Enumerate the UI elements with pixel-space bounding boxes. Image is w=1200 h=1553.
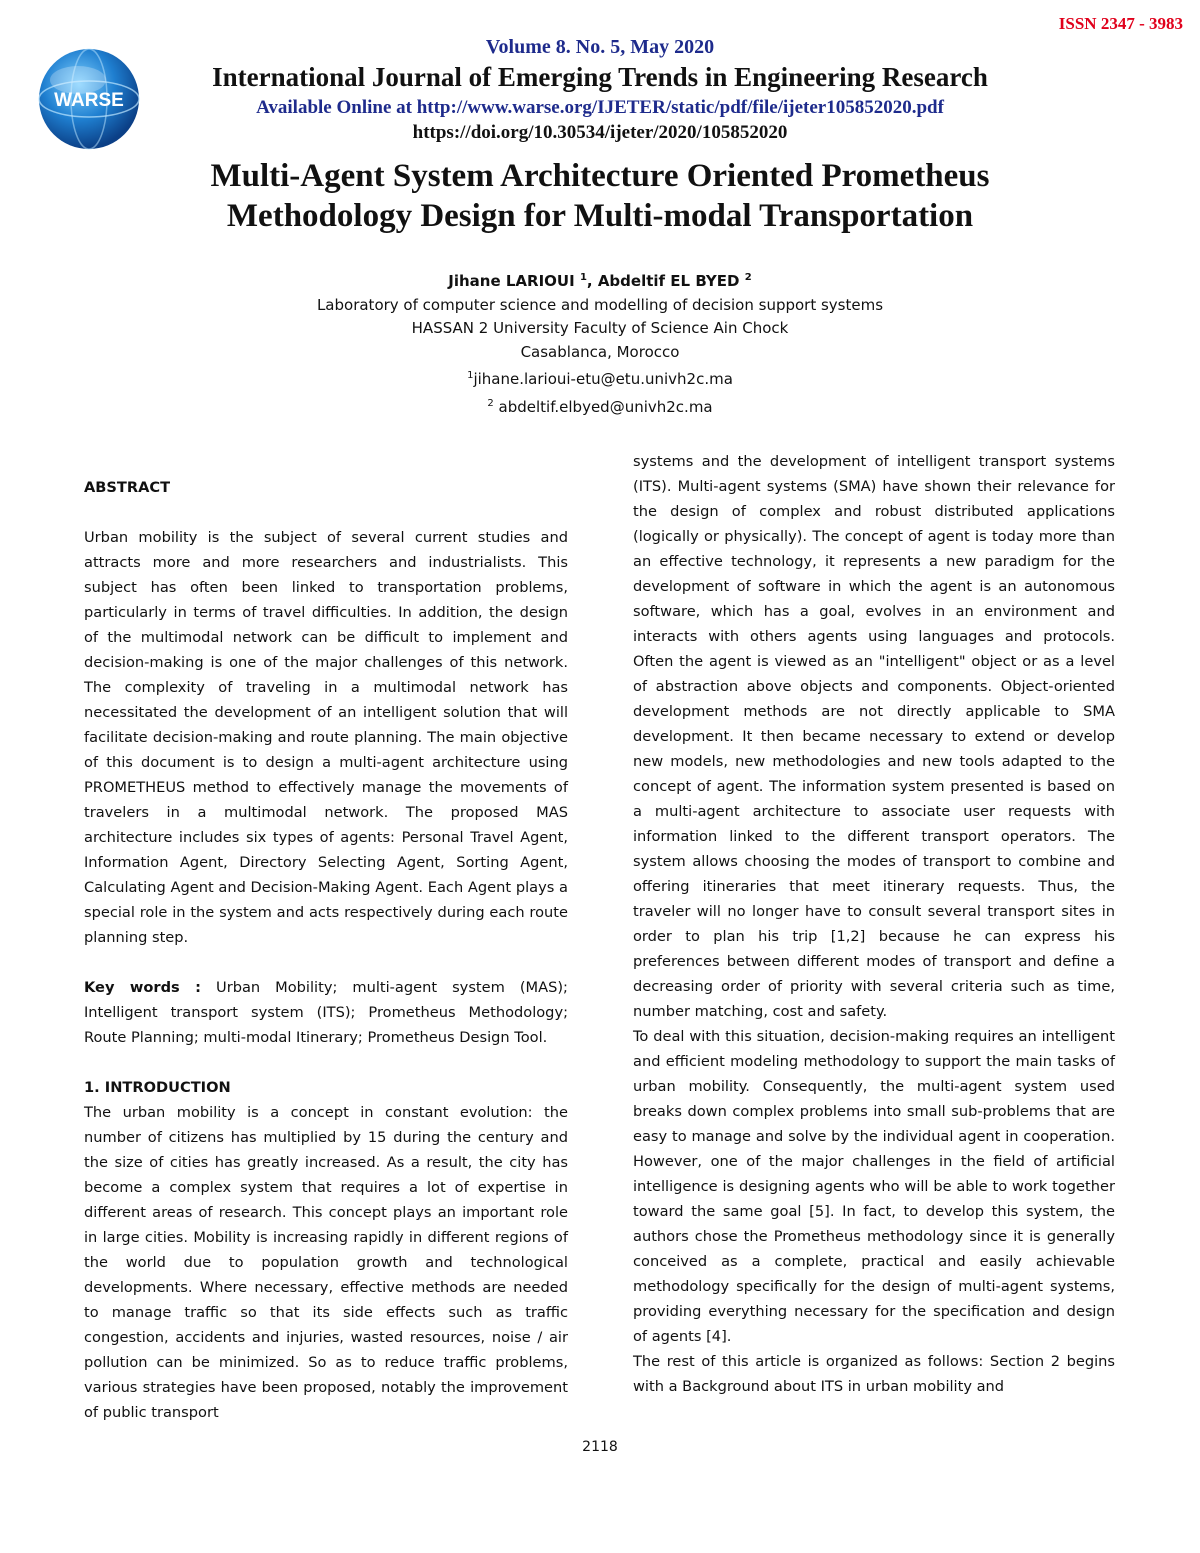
author-1-sup: 1 bbox=[579, 272, 587, 283]
abstract-heading: ABSTRACT bbox=[84, 479, 171, 496]
introduction-text-left: The urban mobility is a concept in constant evolution: the number of citizens has multiplied by 15 during the century and the size of cities has greatly increased. As a result, the city has become a complex system that requires a lot of expertise in different areas of research. This concept plays an important role in large cities. Mobility is increasing rapidly in different regions of the world due to population growth and technological developments. Where necessary, effective methods are needed to manage traffic so that its side effects such as traffic congestion, accidents and injuries, wasted resources, noise / air pollution can be minimized. So as to reduce traffic problems, various strategies have been proposed, notably the improvement of public transport bbox=[84, 1104, 568, 1421]
logo-text: WARSE bbox=[54, 90, 124, 111]
author-2: Abdeltif EL BYED bbox=[597, 272, 740, 290]
authors-line bbox=[100, 266, 1100, 294]
doi-link[interactable]: https://doi.org/10.30534/ijeter/2020/105852020 bbox=[412, 122, 788, 143]
email-2[interactable]: abdeltif.elbyed@univh2c.ma bbox=[498, 397, 713, 416]
introduction-heading: 1. INTRODUCTION bbox=[84, 1079, 231, 1096]
introduction-paragraph-1: systems and the development of intelligent transport systems (ITS). Multi-agent systems (SMA) have shown their relevance for the design of complex and robust distributed applications (logically or physically). The concept of agent is today more than an effective technology, it represents a new paradigm for the development of software in which the agent is an autonomous software, which has a goal, evolves in an environment and interacts with others agents using languages and protocols. Often the agent is viewed as an "intelligent" object or as a level of abstraction above objects and components. Object-oriented development methods are not directly applicable to SMA development. It then became necessary to extend or develop new models, new methodologies and new tools adapted to the concept of agent. The information system presented is based on a multi-agent architecture to associate user requests with information linked to the different transport operators. The system allows choosing the modes of transport to combine and offering itineraries that meet itinerary requests. Thus, the traveler will no longer have to consult several transport sites in order to plan his trip [1,2] because he can express his preferences between different modes of transport and define a decreasing order of priority with several criteria such as time, number matching, cost and safety. bbox=[633, 453, 1115, 1020]
left-column bbox=[84, 475, 568, 1425]
email-2-sup: 2 bbox=[487, 397, 494, 409]
author-block bbox=[100, 266, 1100, 419]
keywords-label: Key words : bbox=[84, 979, 202, 996]
title-line-1: Multi-Agent System Architecture Oriented Prometheus bbox=[210, 158, 990, 194]
title-line-2: Methodology Design for Multi-modal Transportation bbox=[226, 198, 974, 234]
page-number: 2118 bbox=[582, 1439, 618, 1455]
author-2-sup: 2 bbox=[744, 272, 752, 283]
email-2-line bbox=[100, 392, 1100, 420]
keywords-text: Urban Mobility; multi-agent system (MAS); Intelligent transport system (ITS); Prometheus Methodology; Route Planning; multi-modal Itinerary; Prometheus Design Tool. bbox=[84, 979, 568, 1046]
issn-label: ISSN 2347 - 3983 bbox=[1058, 14, 1183, 33]
affiliation-university: HASSAN 2 University Faculty of Science Ain Chock bbox=[411, 319, 789, 337]
right-column bbox=[633, 449, 1115, 1399]
volume-line: Volume 8. No. 5, May 2020 bbox=[485, 36, 715, 58]
keywords-paragraph bbox=[84, 975, 568, 1050]
journal-name: International Journal of Emerging Trends in Engineering Research bbox=[212, 62, 988, 92]
author-1: Jihane LARIOUI bbox=[448, 272, 575, 290]
warse-logo bbox=[36, 46, 142, 152]
introduction-paragraph-2: To deal with this situation, decision-making requires an intelligent and efficient modeling methodology to support the main tasks of urban mobility. Consequently, the multi-agent system used breaks down complex problems into small sub-problems that are easy to manage and solve by the individual agent in cooperation. However, one of the major challenges in the field of artificial intelligence is designing agents who will be able to work together toward the same goal [5]. In fact, to develop this system, the authors chose the Prometheus methodology since it is generally conceived as a complete, practical and easily achievable methodology specifically for the design of multi-agent systems, providing everything necessary for the specification and design of agents [4]. bbox=[633, 1028, 1115, 1345]
affiliation-lab: Laboratory of computer science and modelling of decision support systems bbox=[316, 295, 884, 314]
introduction-paragraph-3: The rest of this article is organized as follows: Section 2 begins with a Background about ITS in urban mobility and bbox=[633, 1353, 1115, 1395]
email-1-line bbox=[100, 364, 1100, 392]
paper-title bbox=[100, 156, 1100, 236]
email-1-sup: 1 bbox=[467, 370, 474, 381]
abstract-text: Urban mobility is the subject of several current studies and attracts more and more researchers and industrialists. This subject has often been linked to transportation problems, particularly in terms of travel difficulties. In addition, the design of the multimodal network can be difficult to implement and decision-making is one of the major challenges of this network. The complexity of traveling in a multimodal network has necessitated the development of an intelligent solution that will facilitate decision-making and route planning. The main objective of this document is to design a multi-agent architecture using PROMETHEUS method to effectively manage the movements of travelers in a multimodal network. The proposed MAS architecture includes six types of agents: Personal Travel Agent, Information Agent, Directory Selecting Agent, Sorting Agent, Calculating Agent and Decision-Making Agent. Each Agent plays a special role in the system and acts respectively during each route planning step. bbox=[84, 529, 568, 946]
affiliation-city: Casablanca, Morocco bbox=[520, 342, 680, 361]
email-1[interactable]: jihane.larioui-etu@etu.univh2c.ma bbox=[473, 370, 733, 388]
available-online-link[interactable]: Available Online at http://www.warse.org/IJETER/static/pdf/file/ijeter105852020.pdf bbox=[256, 97, 944, 118]
author-separator: , bbox=[586, 272, 598, 290]
